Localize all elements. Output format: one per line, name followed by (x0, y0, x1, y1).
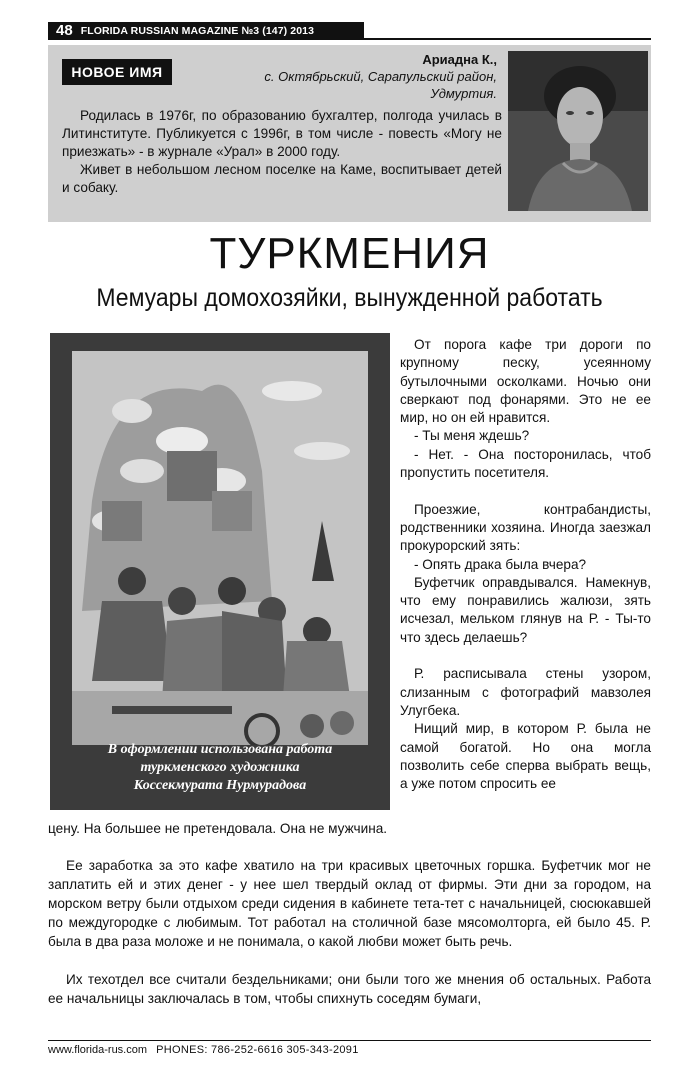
article-paragraph: От порога кафе три дороги по крупному песку, усеянному бутылочными осколками. Ночью они сверкают под фонарями. Это не ее мир, но он ей нравится. (400, 337, 651, 426)
bio-paragraph: Живет в небольшом лесном поселке на Каме, воспитывает детей и собаку. (62, 162, 502, 195)
article-title: ТУРКМЕНИЯ (209, 229, 490, 278)
author-credit (167, 51, 497, 102)
dialogue-line: - Нет. - Она посторонилась, чтоб пропустить посетителя. (400, 446, 651, 481)
dialogue-line: - Опять драка была вчера? (414, 556, 587, 572)
author-place-line-1: с. Октябрьский, Сарапульский район, (264, 69, 497, 84)
painting-illustration (50, 333, 390, 810)
article-subtitle: Мемуары домохозяйки, вынужденной работать (96, 284, 603, 312)
article-full-width (48, 856, 651, 1008)
article-paragraph: Их техотдел все считали бездельниками; они были того же мнения об остальных. Работа ее начальницы заключалась в том, чтобы спихнуть соседям бумаги, (48, 972, 651, 1006)
magazine-title: FLORIDA RUSSIAN MAGAZINE №3 (147) 2013 (80, 25, 315, 37)
caption-line-1: В оформлении использована работа (107, 742, 333, 757)
article-paragraph: Нищий мир, в котором Р. была не самой богатой. Но она могла позволить себе сперва выбрать вещь, а уже потом спросить ее (400, 721, 651, 792)
page-header-bar (48, 22, 364, 40)
painting-caption (50, 741, 390, 795)
author-photo (508, 51, 648, 211)
article-paragraph: Буфетчик оправдывался. Намекнув, что ему понравились жалюзи, зять исчезал, мельком глянув на Р. - Ты-то что здесь делаешь? (400, 574, 651, 645)
continuation-line: цену. На большее не претендовала. Она не мужчина. (48, 821, 388, 836)
article-paragraph: Проезжие, контрабандисты, родственники хозяина. Иногда заезжал прокурорский зять: (400, 501, 651, 554)
author-name: Ариадна К., (422, 52, 497, 67)
painting-image (72, 351, 368, 745)
page-number: 48 (56, 22, 73, 39)
bio-text (62, 107, 502, 197)
footer-website: www.florida-rus.com (48, 1044, 148, 1056)
dialogue-line: - Ты меня ждешь? (414, 428, 530, 444)
article-paragraph: Ее заработка за это кафе хватило на три красивых цветочных горшка. Буфетчик мог не заплатить ей и этих денег - у нее шел твердый оклад от фирмы. Эти дни за городом, на морском ветру были отдыхом среди сидения в кабинете тета-тет с начальницей, сюсюкавшей по междугородке с любимым. Тот работал на столичной базе мясомолторга, ей было 45. Р. была в два раза моложе и не понимала, о какой любви может быть речь. (48, 858, 651, 949)
article-column (400, 336, 651, 793)
author-place-line-2: Удмуртия. (430, 86, 497, 101)
caption-line-3: Коссекмурата Нурмурадова (133, 778, 307, 793)
header-rule (364, 38, 651, 40)
footer-phones: PHONES: 786-252-6616 305-343-2091 (156, 1044, 359, 1056)
bio-paragraph: Родилась в 1976г, по образованию бухгалтер, полгода училась в Литинституте. Публикуется с 1996г, в том числе - повесть «Могу не приезжать» - в журнале «Урал» в 2000 году. (62, 108, 502, 159)
footer-rule (48, 1040, 651, 1041)
article-paragraph: Р. расписывала стены узором, слизанным с фотографий мавзолея Улугбека. (400, 666, 651, 718)
article-continuation (48, 819, 651, 838)
author-bio-box (48, 45, 651, 222)
page-footer (48, 1044, 359, 1056)
caption-line-2: туркменского художника (140, 760, 300, 775)
new-name-badge: НОВОЕ ИМЯ (62, 59, 172, 85)
